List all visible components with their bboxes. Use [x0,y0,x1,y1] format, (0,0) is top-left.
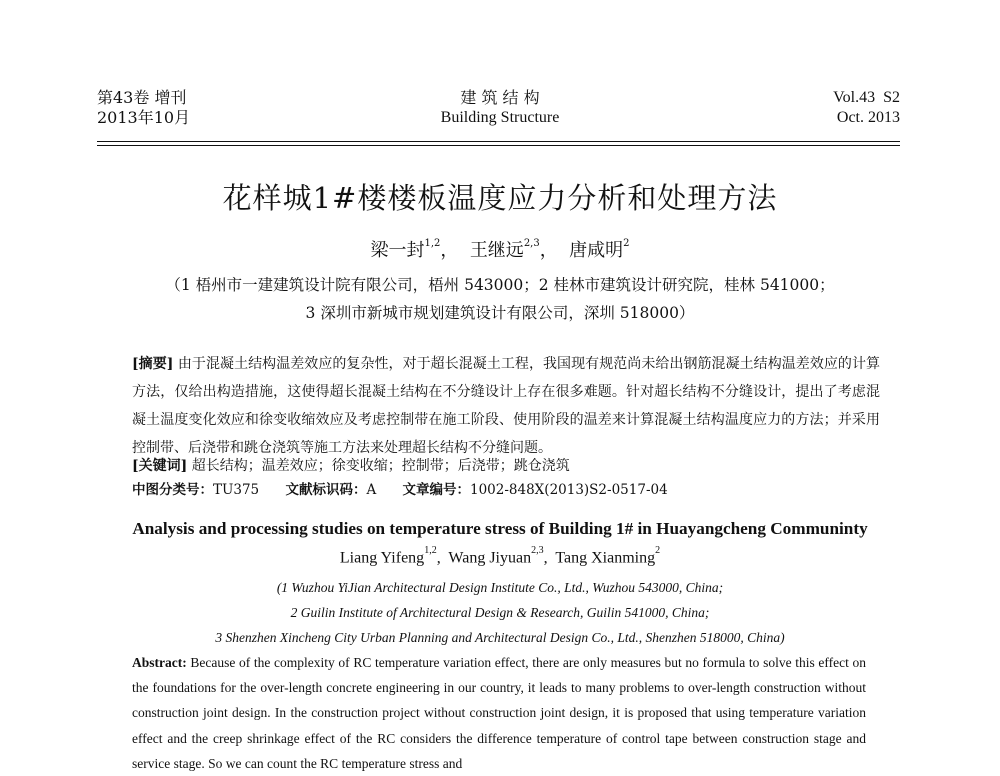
journal-date-cn: 2013年10月 [97,108,191,127]
doc-code-label: 文献标识码： [285,482,367,498]
author-cn-2: 王继远 [469,240,524,261]
affil-en-line3: 3 Shenzhen Xincheng City Urban Planning and Architectural Design Co., Ltd., Shenzhen 518000, China) [215,630,785,645]
clc-value: TU375 [213,482,260,498]
abstract-cn-label: [摘要] [132,356,174,372]
affiliations-cn [0,271,1000,327]
authors-en: Liang Yifeng$^{1,2}$, Wang Jiyuan$^{2,3}$, Tang Xianming$^2$ [339,545,661,567]
classification-line [132,479,690,501]
author-cn-3: 唐咸明 [569,240,624,261]
author-en-2: Wang Jiyuan [448,549,532,567]
keywords-cn-text: 超长结构；温差效应；徐变收缩；控制带；后浇带；跳仓浇筑 [191,458,570,474]
journal-date-en: Oct. 2013 [836,109,900,126]
abstract-cn-text: 由于混凝土结构温差效应的复杂性，对于超长混凝土工程，我国现有规范尚未给出钢筋混凝土结构温差效应的计算方法，仅给出构造措施，这使得超长混凝土结构在不分缝设计上存在很多难题。针对超长结构不分缝设计，提出了考虑混凝土温度变化效应和徐变收缩效应及考虑控制带在施工阶段、使用阶段的温差来计算混凝土结构温度应力的方法；并采用控制带、后浇带和跳仓浇筑等施工方法来处理超长结构不分缝问题。 [132,356,881,456]
article-no-value: 1002-848X(2013)S2-0517-04 [470,482,668,498]
affil-en-line1: (1 Wuzhou YiJian Architectural Design Institute Co., Ltd., Wuzhou 543000, China; [276,580,724,595]
keywords-cn-label: [关键词] [132,458,188,474]
author-en-1: Liang Yifeng [339,549,425,567]
author-cn-1: 梁一封 [370,240,425,261]
paper-title-en: Analysis and processing studies on temperature stress of Building 1# in Huayangcheng Communinty [132,519,868,538]
journal-header-left [97,88,190,128]
author-en-1-aff: 1,2 [424,545,437,556]
author-cn-2-aff: 2,3 [523,238,540,249]
doc-code-field [285,482,376,498]
abstract-en [132,650,866,776]
header-rule-thin [97,145,900,146]
article-no-label: 文章编号： [402,482,470,498]
affil-cn-line1: （1 梧州市一建建筑设计院有限公司，梧州 543000；2 桂林市建筑设计研究院，桂林 541000； [165,276,835,294]
affiliations-en [0,575,1000,650]
journal-name-en: Building Structure [440,109,560,126]
abstract-cn [132,350,880,462]
header-rule-thick [97,141,900,142]
affil-cn-line2: 3 深圳市新城市规划建筑设计有限公司，深圳 518000） [305,304,695,322]
clc-field [132,482,259,498]
affil-en-line2: 2 Guilin Institute of Architectural Design & Research, Guilin 541000, China; [290,605,710,620]
article-no-field [403,482,668,498]
journal-header-right [740,88,900,128]
authors-cn: 梁一封$^{1,2}$， 王继远$^{2,3}$， 唐咸明$^2$ [370,238,630,261]
author-en-2-aff: 2,3 [531,545,544,556]
doc-code-value: A [366,482,377,498]
author-cn-1-aff: 1,2 [424,238,441,249]
author-cn-3-aff: 2 [623,238,630,249]
journal-name-cn: 建 筑 结 构 [460,88,540,107]
paper-title-cn: 花样城1#楼楼板温度应力分析和处理方法 [222,181,778,215]
author-en-3: Tang Xianming [555,549,656,567]
clc-label: 中图分类号： [132,482,213,498]
abstract-en-text: Because of the complexity of RC temperature variation effect, there are only measures but no formula to solve this effect on the foundations for the over-length concrete engineering in our country, it leads to many problems to over-length construction without construction joint design. In the construction project without construction joint design, it is proposed that using temperature variation effect and the creep shrinkage effect of the RC considers the difference temperature of control tape between construction stage and service stage. So we can count the RC temperature stress and [132,655,867,771]
journal-issue-cn: 第43卷 增刊 [97,88,187,107]
journal-header-center [400,88,600,128]
keywords-cn [132,454,570,478]
abstract-en-label: Abstract: [132,655,187,670]
author-en-3-aff: 2 [655,545,661,556]
journal-volume: Vol.43 S2 [833,89,900,106]
